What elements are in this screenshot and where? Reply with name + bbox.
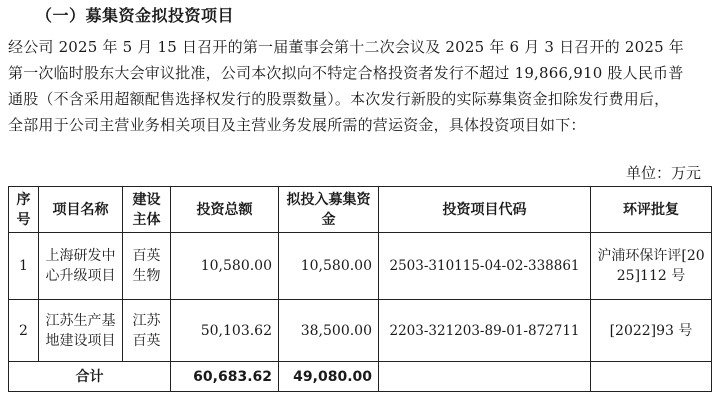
cell-eia-approval: [2022]93 号 <box>591 300 712 362</box>
cell-seq: 2 <box>9 300 39 362</box>
cell-project-code: 2203-321203-89-01-872711 <box>379 300 591 362</box>
paragraph-line-2: 第一次临时股东大会审议批准，公司本次拟向不特定合格投资者发行不超过 19,866,910 股人民币普 <box>8 64 684 82</box>
section-heading: （一）募集资金拟投资项目 <box>36 6 235 25</box>
paragraph-line-3: 通股（不含采用超额配售选择权发行的股票数量）。本次发行新股的实际募集资金扣除发行费用后， <box>8 90 670 108</box>
unit-label: 单位：万元 <box>625 164 701 182</box>
table-total-row <box>9 362 712 392</box>
header-total-investment: 投资总额 <box>171 187 279 233</box>
table-row <box>9 300 712 362</box>
header-entity: 建设主体 <box>123 187 171 233</box>
total-investment-sum: 60,683.62 <box>171 362 279 392</box>
paragraph-line-1: 经公司 2025 年 5 月 15 日召开的第一届董事会第十二次会议及 2025 年 6 月 3 日召开的 2025 年 <box>8 38 684 56</box>
cell-project-name: 江苏生产基地建设项目 <box>39 300 123 362</box>
table-header-row <box>9 187 712 233</box>
investment-projects-table <box>8 186 712 392</box>
cell-seq: 1 <box>9 233 39 300</box>
planned-funds-sum: 49,080.00 <box>279 362 379 392</box>
cell-planned-funds: 10,580.00 <box>279 233 379 300</box>
total-empty-code <box>379 362 591 392</box>
cell-entity: 江苏百英 <box>123 300 171 362</box>
header-project-code: 投资项目代码 <box>379 187 591 233</box>
cell-total-investment: 10,580.00 <box>171 233 279 300</box>
cell-eia-approval: 沪浦环保许评[2025]112 号 <box>591 233 712 300</box>
header-planned-funds: 拟投入募集资金 <box>279 187 379 233</box>
paragraph-line-4: 全部用于公司主营业务相关项目及主营业务发展所需的营运资金，具体投资项目如下： <box>8 116 586 134</box>
cell-project-code: 2503-310115-04-02-338861 <box>379 233 591 300</box>
cell-planned-funds: 38,500.00 <box>279 300 379 362</box>
header-eia-approval: 环评批复 <box>591 187 712 233</box>
header-project-name: 项目名称 <box>39 187 123 233</box>
table-row <box>9 233 712 300</box>
header-seq: 序号 <box>9 187 39 233</box>
cell-total-investment: 50,103.62 <box>171 300 279 362</box>
total-empty-eia <box>591 362 712 392</box>
cell-project-name: 上海研发中心升级项目 <box>39 233 123 300</box>
cell-entity: 百英生物 <box>123 233 171 300</box>
total-label: 合计 <box>9 362 171 392</box>
